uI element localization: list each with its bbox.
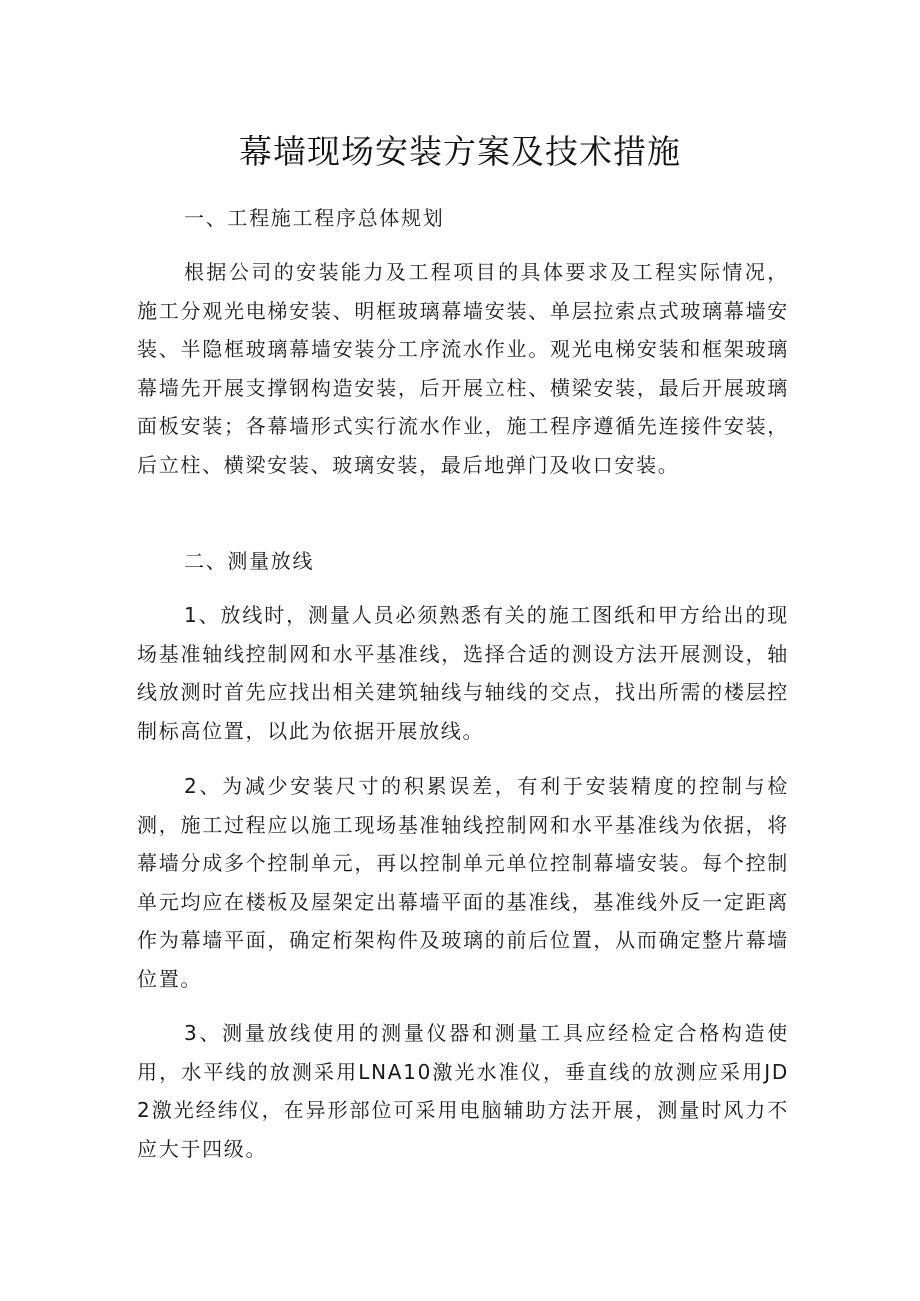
section-heading-1: 一、工程施工程序总体规划	[184, 206, 445, 230]
document-title: 幕墙现场安装方案及技术措施	[239, 132, 681, 171]
paragraph-1: 根据公司的安装能力及工程项目的具体要求及工程实际情况，施工分观光电梯安装、明框玻璃幕墙安装、单层拉索点式玻璃幕墙安装、半隐框玻璃幕墙安装分工序流水作业。观光电梯安装和框架玻璃幕墙先开展支撑钢构造安装，后开展立柱、横梁安装，最后开展玻璃面板安装；各幕墙形式实行流水作业，施工程序遵循先连接件安装，后立柱、横梁安装、玻璃安装，最后地弹门及收口安装。	[137, 260, 789, 477]
section-heading-2: 二、测量放线	[184, 549, 315, 573]
paragraph-3: 2、为减少安装尺寸的积累误差，有利于安装精度的控制与检测，施工过程应以施工现场基准轴线控制网和水平基准线为依据，将幕墙分成多个控制单元，再以控制单元单位控制幕墙安装。每个控制单元均应在楼板及屋架定出幕墙平面的基准线，基准线外反一定距离作为幕墙平面，确定桁架构件及玻璃的前后位置，从而确定整片幕墙位置。	[137, 774, 789, 991]
paragraph-2: 1、放线时，测量人员必须熟悉有关的施工图纸和甲方给出的现场基准轴线控制网和水平基准线，选择合适的测设方法开展测设，轴线放测时首先应找出相关建筑轴线与轴线的交点，找出所需的楼层控制标高位置，以此为依据开展放线。	[137, 603, 789, 743]
paragraph-4: 3、测量放线使用的测量仪器和测量工具应经检定合格构造使用，水平线的放测采用LNA10激光水准仪，垂直线的放测应采用JD2激光经纬仪，在异形部位可采用电脑辅助方法开展，测量时风力不应大于四级。	[137, 1021, 789, 1161]
